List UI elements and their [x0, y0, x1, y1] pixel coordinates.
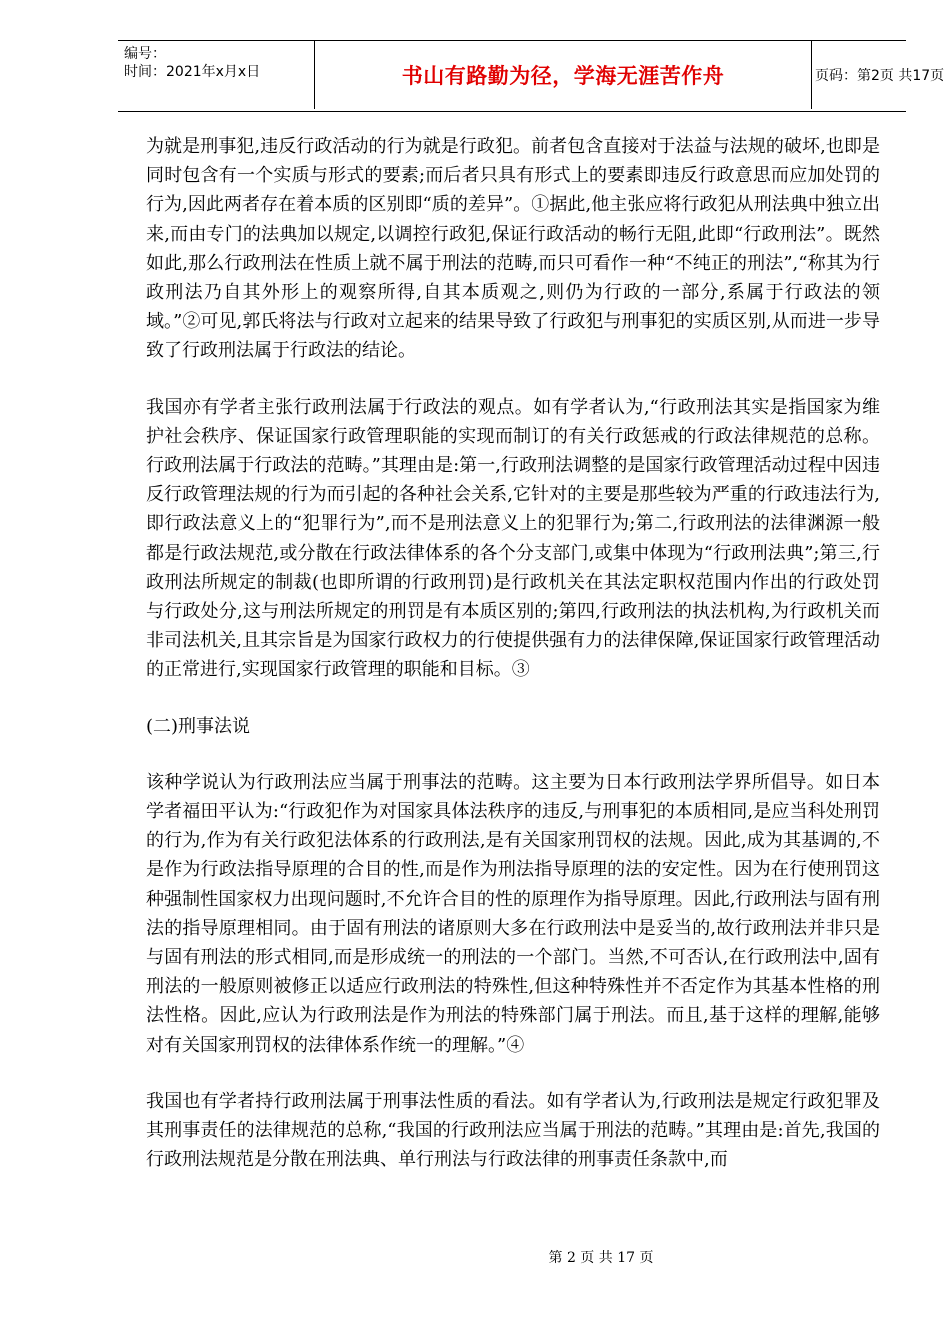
footer-page-number: 第 2 页 共 17 页: [548, 1250, 654, 1266]
paragraph: 我国亦有学者主张行政刑法属于行政法的观点。如有学者认为,“行政刑法其实是指国家为维护社会秩序、保证国家行政管理职能的实现而制订的有关行政惩戒的行政法律规范的总称。行政刑法属于行政法的范畴。”其理由是:第一,行政刑法调整的是国家行政管理活动过程中因违反行政管理法规的行为而引起的各种社会关系,它针对的主要是那些较为严重的行政违法行为,即行政法意义上的“犯罪行为”,而不是刑法意义上的犯罪行为;第二,行政刑法的法律渊源一般都是行政法规范,或分散在行政法律体系的各个分支部门,或集中体现为“行政刑法典”;第三,行政刑法所规定的制裁(也即所谓的行政刑罚)是行政机关在其法定职权范围内作出的行政处罚与行政处分,这与刑法所规定的刑罚是有本质区别的;第四,行政刑法的执法机构,为行政机关而非司法机关,且其宗旨是为国家行政权力的行使提供强有力的法律保障,保证国家行政管理活动的正常进行,实现国家行政管理的职能和目标。③: [146, 396, 880, 681]
section-heading: (二)刑事法说: [146, 715, 251, 737]
header-slogan-cell: [314, 41, 812, 109]
document-body: [146, 132, 880, 1202]
header-meta-cell: [118, 41, 314, 109]
document-header: [118, 40, 945, 112]
header-slogan: 书山有路勤为径，学海无涯苦作舟: [401, 64, 725, 88]
header-page-code: 页码：第2页 共17页: [815, 68, 945, 84]
document-time-label: 时间：2021年x月x日: [124, 64, 261, 80]
paragraph: 我国也有学者持行政刑法属于刑事法性质的看法。如有学者认为,行政刑法是规定行政犯罪及其刑事责任的法律规范的总称,“我国的行政刑法应当属于刑法的范畴。”其理由是:首先,我国的行政刑法规范是分散在刑法典、单行刑法与行政法律的刑事责任条款中,而: [146, 1090, 880, 1171]
document-number-label: 编号：: [124, 46, 166, 62]
paragraph: 为就是刑事犯,违反行政活动的行为就是行政犯。前者包含直接对于法益与法规的破坏,也即是同时包含有一个实质与形式的要素;而后者只具有形式上的要素即违反行政意思而应加处罚的行为,因此两者存在着本质的区别即“质的差异”。①据此,他主张应将行政犯从刑法典中独立出来,而由专门的法典加以规定,以调控行政犯,保证行政活动的畅行无阻,此即“行政刑法”。既然如此,那么行政刑法在性质上就不属于刑法的范畴,而只可看作一种“不纯正的刑法”,“称其为行政刑法乃自其外形上的观察所得,自其本质观之,则仍为行政的一部分,系属于行政法的领域。”②可见,郭氏将法与行政对立起来的结果导致了行政犯与刑事犯的实质区别,从而进一步导致了行政刑法属于行政法的结论。: [146, 136, 880, 362]
paragraph: 该种学说认为行政刑法应当属于刑事法的范畴。这主要为日本行政刑法学界所倡导。如日本学者福田平认为:“行政犯作为对国家具体法秩序的违反,与刑事犯的本质相同,是应当科处刑罚的行为,作为有关行政犯法体系的行政刑法,是有关国家刑罚权的法规。因此,成为其基调的,不是作为行政法指导原理的合目的性,而是作为刑法指导原理的法的安定性。因为在行使刑罚这种强制性国家权力出现问题时,不允许合目的性的原理作为指导原理。因此,行政刑法与固有刑法的指导原理相同。由于固有刑法的诸原则大多在行政刑法中是妥当的,故行政刑法并非只是与固有刑法的形式相同,而是形成统一的刑法的一个部门。当然,不可否认,在行政刑法中,固有刑法的一般原则被修正以适应行政刑法的特殊性,但这种特殊性并不否定作为其基本性格的刑法性格。因此,应认为行政刑法是作为刑法的特殊部门属于刑法。而且,基于这样的理解,能够对有关国家刑罚权的法律体系作统一的理解。”④: [146, 771, 880, 1056]
header-page-cell: [811, 41, 945, 109]
page-footer: [0, 1247, 950, 1267]
